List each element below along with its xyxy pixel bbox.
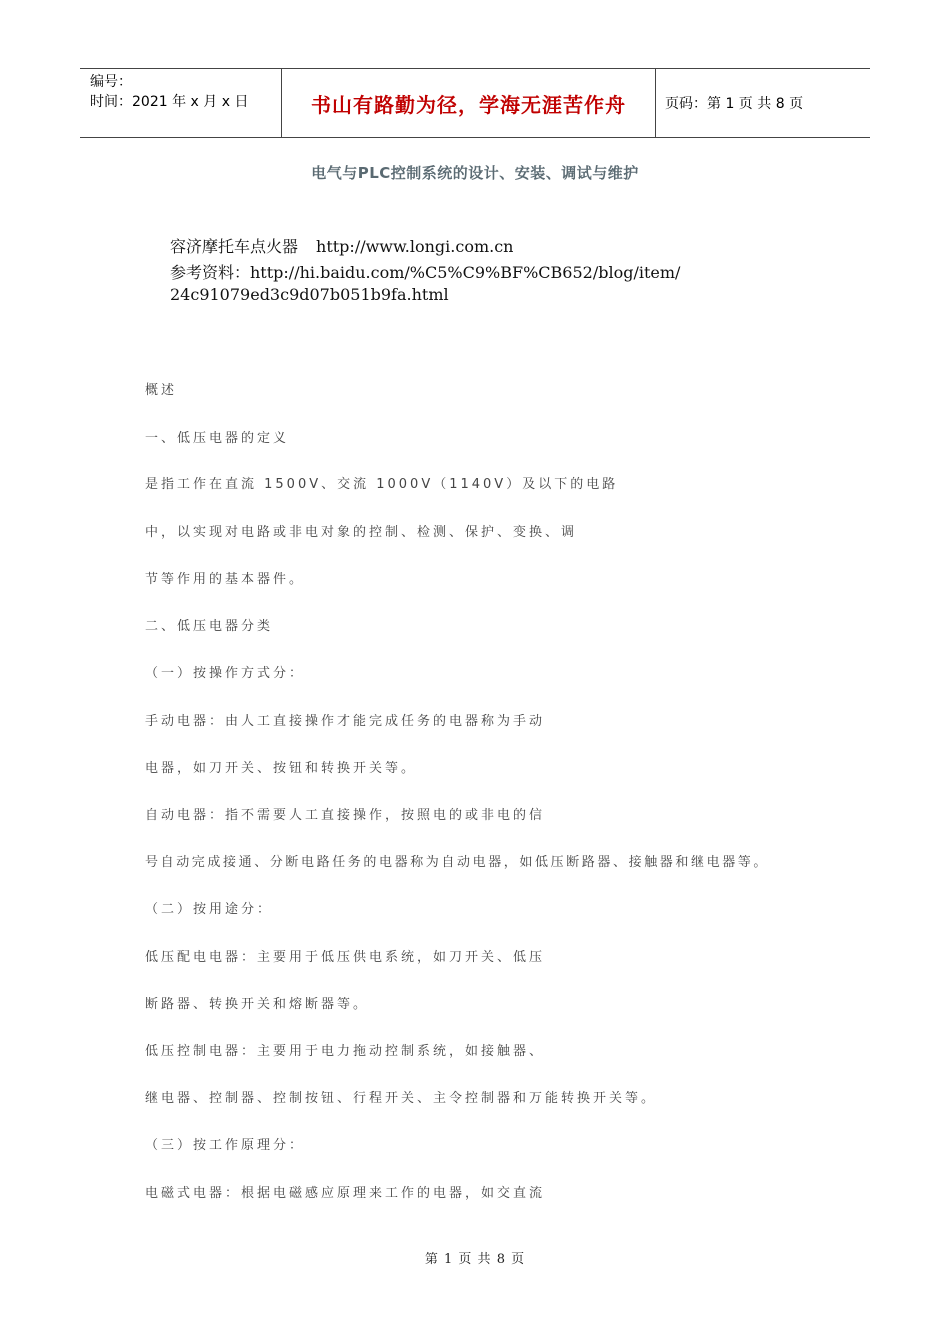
body-line: 中，以实现对电路或非电对象的控制、检测、保护、变换、调	[145, 525, 578, 540]
body-line: 低压配电电器：主要用于低压供电系统，如刀开关、低压	[145, 950, 546, 965]
page-footer: 第 1 页 共 8 页	[424, 1252, 526, 1267]
header-motto-cell	[281, 69, 656, 137]
company-name: 容济摩托车点火器	[170, 237, 299, 256]
number-label: 编号：	[90, 74, 132, 90]
body-line: 节等作用的基本器件。	[145, 572, 306, 587]
header-left-cell	[80, 69, 281, 137]
reference-line-2[interactable]: 24c91079ed3c9d07b051b9fa.html	[170, 285, 449, 304]
header-page-cell	[655, 69, 870, 137]
body-line: 二、低压电器分类	[145, 619, 274, 634]
body-line: 是指工作在直流 1500V、交流 1000V（1140V）及以下的电路	[145, 477, 619, 492]
source-company-line	[170, 234, 513, 257]
body-line: 继电器、控制器、控制按钮、行程开关、主令控制器和万能转换开关等。	[145, 1091, 658, 1106]
body-line: 概述	[145, 383, 178, 398]
body-line: 自动电器：指不需要人工直接操作，按照电的或非电的信	[145, 808, 546, 823]
body-line: 电器，如刀开关、按钮和转换开关等。	[145, 761, 418, 776]
body-line: 一、低压电器的定义	[145, 431, 290, 446]
document-title: 电气与PLC控制系统的设计、安装、调试与维护	[311, 164, 639, 182]
body-line: 号自动完成接通、分断电路任务的电器称为自动电器，如低压断路器、接触器和继电器等。	[145, 855, 770, 870]
page-info: 页码：第 1 页 共 8 页	[665, 96, 804, 112]
company-url[interactable]: http://www.longi.com.cn	[316, 237, 514, 256]
motto: 书山有路勤为径，学海无涯苦作舟	[311, 92, 626, 117]
reference-line-1[interactable]: 参考资料：http://hi.baidu.com/%C5%C9%BF%CB652/blog/item/	[170, 263, 681, 282]
body-line: 电磁式电器：根据电磁感应原理来工作的电器，如交直流	[145, 1186, 546, 1201]
body-line: （一）按操作方式分：	[145, 666, 306, 681]
body-line: （二）按用途分：	[145, 902, 274, 917]
body-line: 低压控制电器：主要用于电力拖动控制系统，如接触器、	[145, 1044, 546, 1059]
body-line: 手动电器：由人工直接操作才能完成任务的电器称为手动	[145, 714, 546, 729]
body-line: （三）按工作原理分：	[145, 1138, 306, 1153]
body-line: 断路器、转换开关和熔断器等。	[145, 997, 370, 1012]
page-header	[80, 68, 870, 138]
time-label: 时间：2021 年 x 月 x 日	[90, 94, 249, 110]
